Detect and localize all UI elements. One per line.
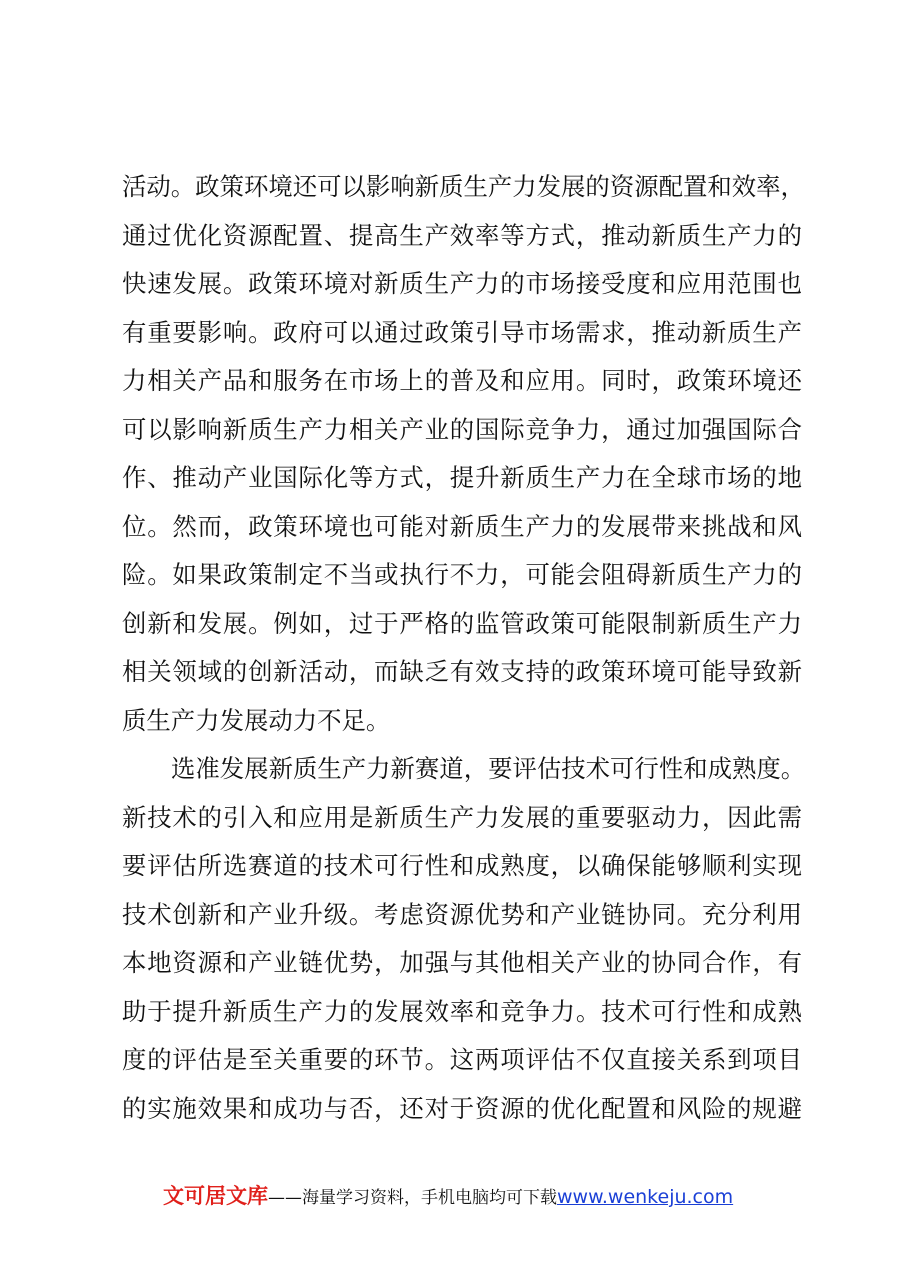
footer-url-link[interactable]: www.wenkeju.com bbox=[557, 1186, 734, 1208]
text-line: 相关领域的创新活动，而缺乏有效支持的政策环境可能导致新 bbox=[122, 657, 802, 686]
text-line: 技术创新和产业升级。考虑资源优势和产业链协同。充分利用 bbox=[122, 899, 802, 929]
text-line: 位。然而，政策环境也可能对新质生产力的发展带来挑战和风 bbox=[122, 511, 802, 541]
text-line: 活动。政策环境还可以影响新质生产力发展的资源配置和效率， bbox=[122, 172, 805, 201]
text-line: 作、推动产业国际化等方式，提升新质生产力在全球市场的地 bbox=[122, 463, 802, 492]
footer-brand: 文可居文库 bbox=[163, 1184, 268, 1208]
footer-slogan: ——海量学习资料，手机电脑均可下载 bbox=[268, 1188, 557, 1208]
text-line: 可以影响新质生产力相关产业的国际竞争力，通过加强国际合 bbox=[122, 414, 802, 444]
text-line: 的实施效果和成功与否，还对于资源的优化配置和风险的规避 bbox=[122, 1093, 802, 1123]
page-footer bbox=[163, 1181, 733, 1211]
text-line: 新技术的引入和应用是新质生产力发展的重要驱动力，因此需 bbox=[122, 802, 802, 832]
text-line: 度的评估是至关重要的环节。这两项评估不仅直接关系到项目 bbox=[122, 1045, 802, 1074]
text-line: 创新和发展。例如，过于严格的监管政策可能限制新质生产力 bbox=[122, 608, 802, 638]
text-line: 力相关产品和服务在市场上的普及和应用。同时，政策环境还 bbox=[122, 366, 802, 395]
paragraph-first-line: 选准发展新质生产力新赛道，要评估技术可行性和成熟度。 bbox=[171, 754, 806, 783]
text-line: 本地资源和产业链优势，加强与其他相关产业的协同合作，有 bbox=[122, 948, 802, 977]
text-line: 质生产力发展动力不足。 bbox=[122, 705, 391, 735]
text-line: 助于提升新质生产力的发展效率和竞争力。技术可行性和成熟 bbox=[122, 996, 802, 1026]
text-line: 险。如果政策制定不当或执行不力，可能会阻碍新质生产力的 bbox=[122, 560, 802, 589]
text-line: 要评估所选赛道的技术可行性和成熟度，以确保能够顺利实现 bbox=[122, 851, 802, 880]
text-line: 通过优化资源配置、提高生产效率等方式，推动新质生产力的 bbox=[122, 220, 802, 250]
document-body bbox=[122, 163, 806, 1133]
text-line: 快速发展。政策环境对新质生产力的市场接受度和应用范围也 bbox=[122, 269, 802, 298]
text-line: 有重要影响。政府可以通过政策引导市场需求，推动新质生产 bbox=[122, 317, 802, 347]
